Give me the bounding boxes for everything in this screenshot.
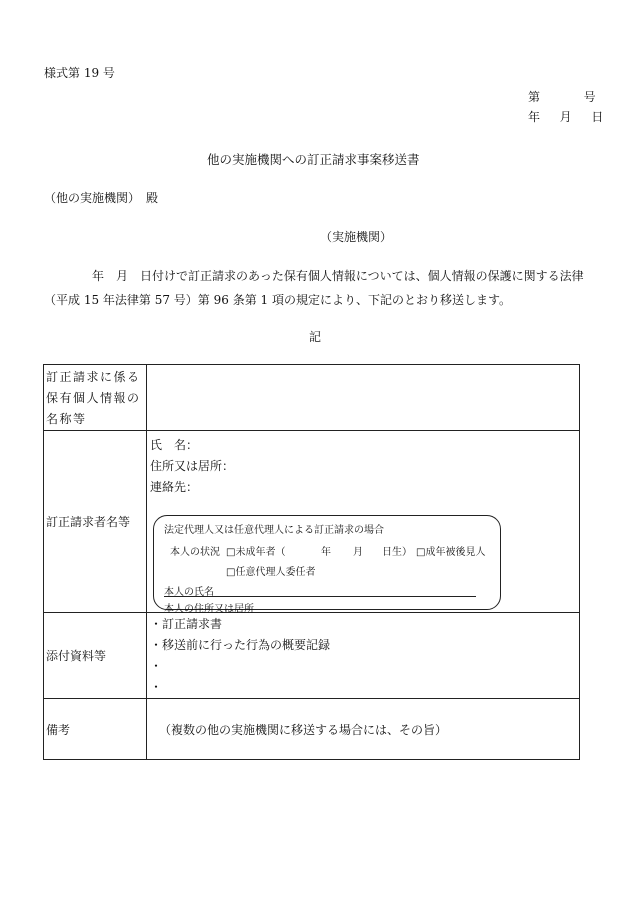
- remarks-label: 備考: [46, 722, 71, 737]
- list-item: ・移送前に行った行為の概要記録: [150, 638, 331, 652]
- info-name-label: 訂正請求に係る保有個人情報の名称等: [46, 370, 141, 426]
- rep-year: 年: [321, 547, 331, 558]
- date-year: 年: [528, 110, 541, 124]
- rep-title: 法定代理人又は任意代理人による訂正請求の場合: [164, 525, 384, 536]
- rep-minor-checkbox[interactable]: □未成年者（: [226, 547, 286, 558]
- rep-person-address-label: 本人の住所又は居所: [164, 604, 254, 615]
- rep-person-name-line: [164, 596, 476, 597]
- rep-adult-ward-checkbox[interactable]: □成年被後見人: [416, 547, 486, 558]
- doc-no-suffix: 号: [583, 90, 596, 104]
- rep-birth: 日生）: [382, 547, 412, 558]
- row-label: [44, 365, 147, 431]
- table-row: [44, 699, 580, 760]
- attachments-label: 添付資料等: [46, 649, 107, 663]
- document-title: 他の実施機関への訂正請求事案移送書: [207, 152, 420, 167]
- date-month: 月: [559, 110, 572, 124]
- document-number: [528, 88, 596, 105]
- addressee: （他の実施機関） 殿: [44, 191, 159, 205]
- remarks-text: （複数の他の実施機関に移送する場合には、その旨）: [159, 722, 448, 737]
- row-label: [44, 431, 147, 613]
- body-paragraph: [44, 264, 592, 312]
- representative-box: [153, 515, 501, 615]
- table-row: [44, 431, 580, 613]
- table-row: [44, 365, 580, 431]
- list-item: ・訂正請求書: [150, 617, 223, 631]
- rep-status-label: 本人の状況: [170, 547, 220, 558]
- transfer-details-table: [43, 364, 580, 760]
- requester-name: 氏 名：: [150, 438, 199, 452]
- list-item: ・: [150, 659, 163, 673]
- table-row: [44, 613, 580, 699]
- list-item: ・: [150, 680, 163, 694]
- row-label: [44, 699, 147, 760]
- requester-value: [147, 431, 580, 613]
- rep-person-name-label: 本人の氏名: [164, 587, 214, 598]
- ki-marker: 記: [309, 330, 322, 344]
- rep-month: 月: [353, 547, 363, 558]
- row-label: [44, 613, 147, 699]
- remarks-value: [147, 699, 580, 760]
- info-name-value: [147, 365, 580, 431]
- rep-voluntary-checkbox[interactable]: □任意代理人委任者: [226, 567, 316, 578]
- form-number: 様式第 19 号: [44, 66, 115, 80]
- date-day: 日: [591, 110, 604, 124]
- document-date: [528, 108, 603, 125]
- sender: （実施機関）: [320, 230, 393, 244]
- requester-address: 住所又は居所：: [150, 459, 235, 473]
- requester-contact: 連絡先：: [150, 480, 199, 494]
- body-text: 年 月 日付けで訂正請求のあった保有個人情報については、個人情報の保護に関する法律（平成 15 年法律第 57 号）第 96 条第 1 項の規定により、下記のとおり移送します。: [44, 269, 584, 307]
- doc-no-prefix: 第: [528, 90, 541, 104]
- attachments-value: [147, 613, 580, 699]
- requester-label: 訂正請求者名等: [46, 515, 131, 529]
